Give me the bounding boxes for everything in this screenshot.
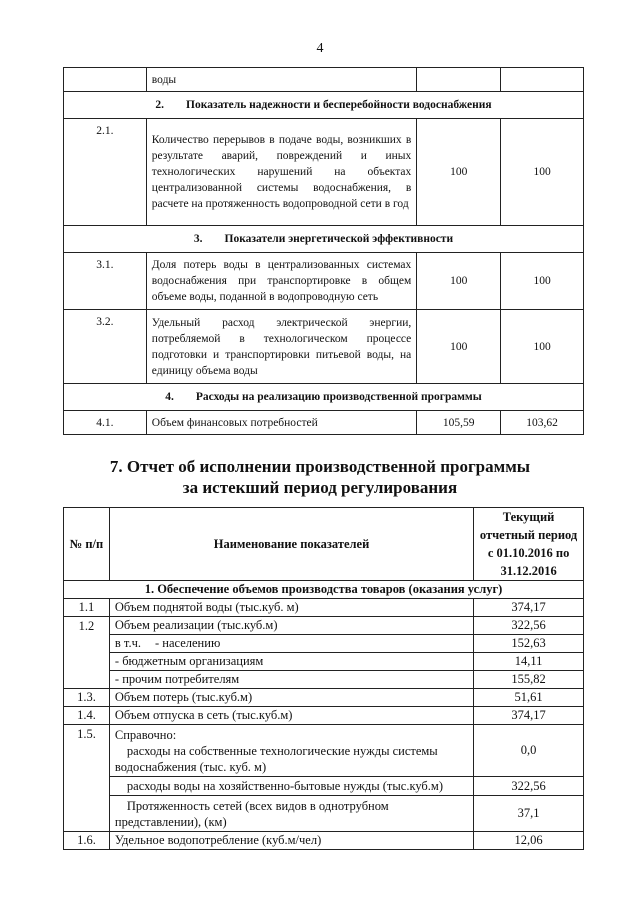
section-title [64,226,584,253]
row-num: 1.2 [64,617,110,689]
table-row [64,119,584,226]
table-row [64,635,584,653]
section-row [64,226,584,253]
row-label: Удельный расход электрической энергии, потребляемой в технологическом процессе подготовки и транспортировки питьевой воды, на единицу объема воды [146,310,416,384]
row-label: Удельное водопотребление (куб.м/чел) [109,832,473,850]
table-row [64,310,584,384]
header-num: № п/п [64,508,110,581]
section-number: 4. [165,391,174,403]
table-row [64,599,584,617]
row-num: 1.6. [64,832,110,850]
row-num: 3.1. [64,253,147,310]
row-value: 0,0 [474,725,584,777]
table-row [64,689,584,707]
row-num [64,68,147,92]
table-row [64,253,584,310]
row-label: Объем отпуска в сеть (тыс.куб.м) [109,707,473,725]
row-value-2: 103,62 [501,411,584,435]
section-label: Показатель надежности и бесперебойности водоснабжения [186,99,492,111]
row-value-1: 100 [417,253,501,310]
row-num: 2.1. [64,119,147,226]
table-row [64,68,584,92]
row-num: 3.2. [64,310,147,384]
row-num: 4.1. [64,411,147,435]
row-value: 322,56 [474,777,584,796]
table-row [64,707,584,725]
row-label: Объем финансовых потребностей [146,411,416,435]
row-label [109,635,473,653]
program-report-table [63,507,584,850]
row-value: 322,56 [474,617,584,635]
row-label: - бюджетным организациям [109,653,473,671]
table-row [64,725,584,777]
reference-line: представлении), (км) [114,814,227,829]
row-label: расходы воды на хозяйственно-бытовые нужды (тыс.куб.м) [109,777,473,796]
row-value-2: 100 [501,310,584,384]
table-row [64,796,584,832]
row-label [109,796,473,832]
row-label: Объем потерь (тыс.куб.м) [109,689,473,707]
reference-line: расходы на собственные технологические нужды системы [126,743,438,758]
table-row [64,671,584,689]
row-value-1: 100 [417,119,501,226]
heading-line-1: 7. Отчет об исполнении производственной программы [109,457,531,476]
section-title: 1. Обеспечение объемов производства товаров (оказания услуг) [64,581,584,599]
row-num: 1.3. [64,689,110,707]
indicators-table [63,67,584,435]
reference-label: Справочно: [114,727,177,742]
section-row [64,581,584,599]
row-value: 14,11 [474,653,584,671]
row-value-2: 100 [501,253,584,310]
row-label: Доля потерь воды в централизованных системах водоснабжения при транспортировке в общем объеме воды, поданной в водопроводную сеть [146,253,416,310]
row-num: 1.4. [64,707,110,725]
row-label: Объем поднятой воды (тыс.куб. м) [109,599,473,617]
row-num: 1.1 [64,599,110,617]
row-value-1: 100 [417,310,501,384]
table-row [64,777,584,796]
section-number: 3. [193,233,203,245]
heading-line-2: за истекший период регулирования [182,478,458,497]
header-name: Наименование показателей [109,508,473,581]
row-label: воды [146,68,416,92]
row-value-1 [417,68,501,92]
row-num: 1.5. [64,725,110,832]
header-period-line-3: с 01.10.2016 по [487,546,570,560]
row-value: 155,82 [474,671,584,689]
header-period-line-2: отчетный период [479,528,578,542]
section-label: Показатели энергетической эффективности [224,233,454,245]
header-period [474,508,584,581]
section-title [64,92,584,119]
row-value: 152,63 [474,635,584,653]
row-label: Объем реализации (тыс.куб.м) [109,617,473,635]
table-row [64,832,584,850]
section-row [64,92,584,119]
row-value-1: 105,59 [417,411,501,435]
reference-line: Протяженность сетей (всех видов в однотрубном [126,798,389,813]
row-sublabel: - населению [155,636,221,650]
section-number: 2. [155,99,165,111]
reference-line: водоснабжения (тыс. куб. м) [114,759,267,774]
section-row [64,384,584,411]
row-label: - прочим потребителям [109,671,473,689]
section-label: Расходы на реализацию производственной программы [195,391,482,403]
header-period-line-4: 31.12.2016 [500,564,557,578]
row-value: 374,17 [474,707,584,725]
table-header-row [64,508,584,581]
row-label: Количество перерывов в подаче воды, возникших в результате аварий, повреждений и иных технологических нарушений на объектах централизованной системы водоснабжения, в расчете на протяженность водопроводной сети в год [146,119,416,226]
page-number: 4 [316,41,324,56]
row-prefix: в т.ч. [114,636,141,650]
section-heading [0,456,640,498]
row-value: 51,61 [474,689,584,707]
row-value: 37,1 [474,796,584,832]
row-value: 374,17 [474,599,584,617]
table-row [64,617,584,635]
table-row [64,411,584,435]
row-value: 12,06 [474,832,584,850]
row-value-2: 100 [501,119,584,226]
row-label [109,725,473,777]
row-value-2 [501,68,584,92]
section-title [64,384,584,411]
header-period-line-1: Текущий [502,510,555,524]
table-row [64,653,584,671]
